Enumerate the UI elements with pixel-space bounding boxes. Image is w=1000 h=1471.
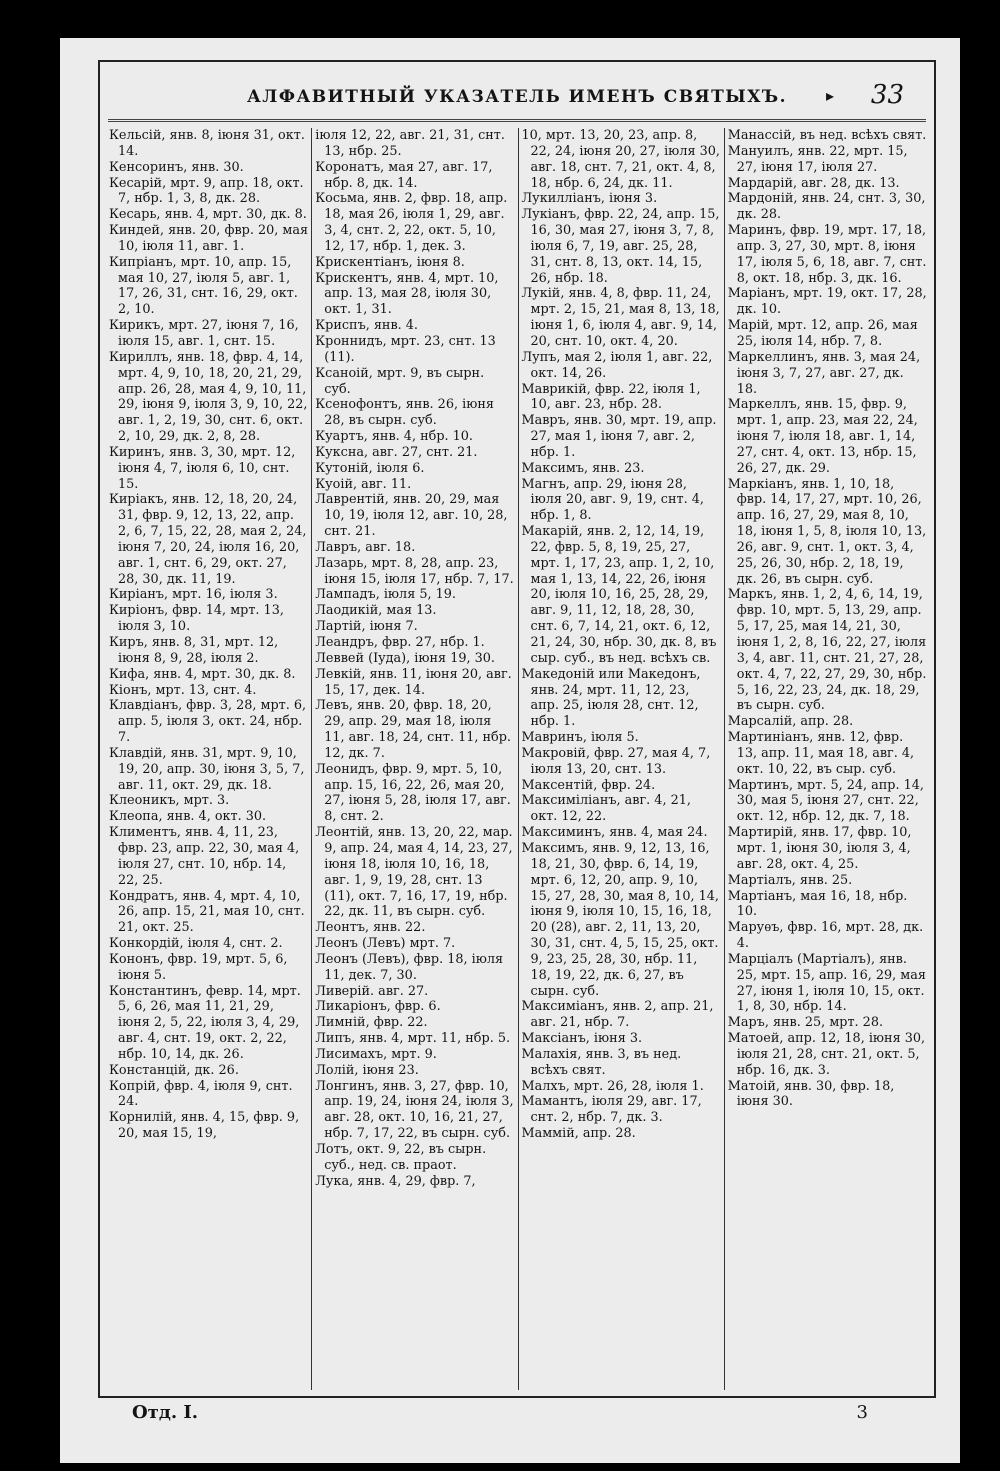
index-entry: Куксна, авг. 27, снт. 21. bbox=[315, 444, 478, 460]
index-entry: Кесарь, янв. 4, мрт. 30, дк. 8. bbox=[109, 207, 307, 223]
index-entry: Куоій, авг. 11. bbox=[315, 476, 412, 492]
index-entry: Маріанъ, мрт. 19, окт. 17, 28, дк. 10. bbox=[727, 286, 927, 318]
index-entry: Лампадъ, іюля 5, 19. bbox=[315, 587, 456, 603]
page-title: АЛФАВИТНЫЙ УКАЗАТЕЛЬ ИМЕНЪ СВЯТЫХЪ. bbox=[246, 87, 788, 107]
index-entry: Лавръ, авг. 18. bbox=[315, 539, 416, 555]
index-entry: іюля 12, 22, авг. 21, 31, снт. 13, нбр. 25. bbox=[315, 128, 505, 159]
index-entry: Мардарій, авг. 28, дк. 13. bbox=[727, 175, 900, 191]
index-entry: Мартіанъ, мая 16, 18, нбр. 10. bbox=[727, 888, 908, 920]
index-entry: Ливерій. авг. 27. bbox=[315, 983, 429, 999]
index-entry: Константинъ, февр. 14, мрт. 5, 6, 26, мая 11, 21, 29, іюня 2, 5, 22, іюля 3, 4, 29, авг. 4, снт. 19, окт. 2, 22, нбр. 10, 14, дк. 26. bbox=[109, 983, 301, 1062]
column-4 bbox=[725, 128, 930, 1390]
index-entry: Мамантъ, іюля 29, авг. 17, снт. 2, нбр. 7, дк. 3. bbox=[521, 1094, 702, 1126]
index-entry: Кесарій, мрт. 9, апр. 18, окт. 7, нбр. 1, 3, 8, дк. 28. bbox=[109, 175, 304, 207]
index-entry: Лаврентій, янв. 20, 29, мая 10, 19, іюля 12, авг. 10, 28, снт. 21. bbox=[315, 492, 508, 540]
index-entry: Максимъ, янв. 23. bbox=[521, 460, 645, 476]
index-entry: Мавринъ, іюля 5. bbox=[521, 730, 639, 746]
index-entry: Киринъ, янв. 3, 30, мрт. 12, іюня 4, 7, іюля 6, 10, снт. 15. bbox=[109, 444, 296, 492]
footer-section: Отд. I. bbox=[132, 1402, 199, 1423]
index-columns bbox=[106, 128, 930, 1390]
index-entry: Малахія, янв. 3, въ нед. всѣхъ свят. bbox=[521, 1046, 682, 1078]
index-entry: Косьма, янв. 2, фвр. 18, апр. 18, мая 26, іюля 1, 29, авг. 3, 4, снт. 2, 22, окт. 5, 10, 12, 17, нбр. 1, дек. 3. bbox=[315, 191, 508, 254]
index-entry: Лартій, іюня 7. bbox=[315, 619, 418, 635]
index-entry: Кенсоринъ, янв. 30. bbox=[109, 159, 244, 175]
index-entry: Кіонъ, мрт. 13, снт. 4. bbox=[109, 682, 257, 698]
index-entry: Леонъ (Левъ), фвр. 18, іюля 11, дек. 7, 30. bbox=[315, 951, 504, 983]
index-entry: Климентъ, янв. 4, 11, 23, фвр. 23, апр. 22, 30, мая 4, іюля 27, снт. 10, нбр. 14, 22, 25. bbox=[109, 825, 300, 888]
index-entry: Лотъ, окт. 9, 22, въ сырн. суб., нед. св. праот. bbox=[315, 1142, 487, 1173]
index-entry: Максиміанъ, янв. 2, апр. 21, авг. 21, нбр. 7. bbox=[521, 999, 714, 1031]
index-entry: Липъ, янв. 4, мрт. 11, нбр. 5. bbox=[315, 1031, 511, 1047]
column-1 bbox=[106, 128, 312, 1390]
index-entry: Кондратъ, янв. 4, мрт. 4, 10, 26, апр. 15, 21, мая 10, снт. 21, окт. 25. bbox=[109, 888, 305, 936]
index-entry: Маръ, янв. 25, мрт. 28. bbox=[727, 1015, 884, 1031]
footer-sheet: 3 bbox=[856, 1402, 868, 1423]
index-entry: Клавдій, янв. 31, мрт. 9, 10, 19, 20, апр. 30, іюня 3, 5, 7, авг. 11, окт. 29, дк. 18. bbox=[109, 745, 305, 793]
index-entry: Мартиніанъ, янв. 12, фвр. 13, апр. 11, мая 18, авг. 4, окт. 10, 22, въ сыр. суб. bbox=[727, 730, 915, 777]
index-entry: Клеоникъ, мрт. 3. bbox=[109, 793, 230, 809]
index-entry: Кононъ, фвр. 19, мрт. 5, 6, іюня 5. bbox=[109, 951, 288, 983]
index-entry: Кутоній, іюля 6. bbox=[315, 460, 425, 476]
index-entry: Ксенофонтъ, янв. 26, іюня 28, въ сырн. суб. bbox=[315, 397, 494, 429]
index-entry: Куартъ, янв. 4, нбр. 10. bbox=[315, 429, 473, 445]
index-entry: Маркіанъ, янв. 1, 10, 18, фвр. 14, 17, 27, мрт. 10, 26, апр. 16, 27, 29, мая 8, 10, 18, іюня 1, 5, 8, іюля 10, 13, 26, авг. 9, снт. 1, окт. 3, 4, 25, 26, 30, нбр. 2, 18, 19, дк. 26, въ сырн. суб. bbox=[727, 476, 927, 587]
index-entry: Максиміліанъ, авг. 4, 21, окт. 12, 22. bbox=[521, 793, 691, 825]
index-entry: Кириллъ, янв. 18, фвр. 4, 14, мрт. 4, 9, 10, 18, 20, 21, 29, апр. 26, 28, мая 4, 9, 10, 11, 29, іюня 9, іюля 3, 9, 10, 22, авг. 1, 2, 19, 30, снт. 6, окт. 2, 10, 29, дк. 2, 8, 28. bbox=[109, 349, 308, 445]
index-entry: Матоей, апр. 12, 18, іюня 30, іюля 21, 28, снт. 21, окт. 5, нбр. 16, дк. 3. bbox=[727, 1031, 926, 1078]
index-entry: Левкій, янв. 11, іюня 20, авг. 15, 17, дек. 14. bbox=[315, 666, 512, 698]
index-entry: Киріонъ, фвр. 14, мрт. 13, іюля 3, 10. bbox=[109, 603, 284, 635]
index-entry: Лолій, іюня 23. bbox=[315, 1062, 419, 1078]
column-3 bbox=[519, 128, 725, 1390]
index-entry: Мартинъ, мрт. 5, 24, апр. 14, 30, мая 5, іюня 27, снт. 22, окт. 12, нбр. 12, дк. 7, 18. bbox=[727, 777, 924, 825]
index-entry: Мартирій, янв. 17, фвр. 10, мрт. 1, іюня 30, іюля 3, 4, авг. 28, окт. 4, 25. bbox=[727, 825, 912, 872]
index-entry: Леонъ (Левъ) мрт. 7. bbox=[315, 936, 456, 952]
index-entry: Крискентъ, янв. 4, мрт. 10, апр. 13, мая 28, іюля 30, окт. 1, 31. bbox=[315, 270, 499, 318]
book-page bbox=[60, 38, 960, 1463]
index-entry: Марціалъ (Мартіалъ), янв. 25, мрт. 15, апр. 16, 29, мая 27, іюня 1, іюля 10, 15, окт. 1, 8, 30, нбр. 14. bbox=[727, 951, 926, 1015]
index-entry: Лукіанъ, фвр. 22, 24, апр. 15, 16, 30, мая 27, іюня 3, 7, 8, іюля 6, 7, 19, авг. 25, 28, 31, снт. 8, 13, окт. 14, 15, 26, нбр. 18. bbox=[521, 207, 720, 286]
index-entry: Лонгинъ, янв. 3, 27, фвр. 10, апр. 19, 24, іюня 24, іюля 3, авг. 28, окт. 10, 16, 21, 27, нбр. 7, 17, 22, въ сырн. суб. bbox=[315, 1078, 514, 1142]
index-entry: Клеопа, янв. 4, окт. 30. bbox=[109, 809, 267, 825]
index-entry: Максіанъ, іюня 3. bbox=[521, 1031, 643, 1047]
index-entry: Мануилъ, янв. 22, мрт. 15, 27, іюня 17, іюля 27. bbox=[727, 143, 908, 175]
index-entry: Копрій, фвр. 4, іюля 9, снт. 24. bbox=[109, 1078, 293, 1110]
index-entry: Маринъ, фвр. 19, мрт. 17, 18, апр. 3, 27, 30, мрт. 8, іюня 17, іюля 5, 6, 18, авг. 7, снт. 8, окт. 18, нбр. 3, дк. 16. bbox=[727, 223, 927, 286]
index-entry: Леонидъ, фвр. 9, мрт. 5, 10, апр. 15, 16, 22, 26, мая 20, 27, іюня 5, 28, іюля 17, авг. 8, снт. 2. bbox=[315, 761, 511, 825]
index-entry: Макарій, янв. 2, 12, 14, 19, 22, фвр. 5, 8, 19, 25, 27, мрт. 1, 17, 23, апр. 1, 2, 10, мая 1, 13, 14, 22, 26, іюня 20, іюля 10, 16, 25, 28, 29, авг. 9, 11, 12, 18, 28, 30, снт. 6, 7, 14, 21, окт. 6, 12, 21, 24, 30, нбр. 30, дк. 8, въ сыр. суб., въ нед. всѣхъ св. bbox=[521, 524, 717, 666]
index-entry: Клавдіанъ, фвр. 3, 28, мрт. 6, апр. 5, іюля 3, окт. 24, нбр. 7. bbox=[109, 698, 307, 746]
index-entry: Кельсій, янв. 8, іюня 31, окт. 14. bbox=[109, 128, 305, 159]
index-entry: Киріакъ, янв. 12, 18, 20, 24, 31, фвр. 9, 12, 13, 22, апр. 2, 6, 7, 15, 22, 28, мая 2, 24, іюня 7, 20, 24, іюля 16, 20, авг. 1, снт. 6, 29, окт. 27, 28, 30, дк. 11, 19. bbox=[109, 492, 307, 587]
index-entry: Киріанъ, мрт. 16, іюля 3. bbox=[109, 587, 278, 603]
column-2 bbox=[312, 128, 518, 1390]
index-entry: Маркеллъ, янв. 15, фвр. 9, мрт. 1, апр. 23, мая 22, 24, іюня 7, іюля 18, авг. 1, 14, 27, снт. 4, окт. 13, нбр. 15, 26, 27, дк. 29. bbox=[727, 397, 918, 476]
index-entry: Кипріанъ, мрт. 10, апр. 15, мая 10, 27, іюля 5, авг. 1, 17, 26, 31, снт. 16, 29, окт. 2, 10. bbox=[109, 254, 298, 318]
index-entry: Ксаноій, мрт. 9, въ сырн. суб. bbox=[315, 365, 485, 397]
index-entry: Мавръ, янв. 30, мрт. 19, апр. 27, мая 1, іюня 7, авг. 2, нбр. 1. bbox=[521, 413, 717, 460]
index-entry: Лукилліанъ, іюня 3. bbox=[521, 191, 658, 207]
index-entry: Киндей, янв. 20, фвр. 20, мая 10, іюля 11, авг. 1. bbox=[109, 223, 309, 254]
index-entry: Магнъ, апр. 29, іюня 28, іюля 20, авг. 9, 19, снт. 4, нбр. 1, 8. bbox=[521, 476, 704, 524]
index-entry: Лука, янв. 4, 29, фвр. 7, bbox=[315, 1173, 476, 1189]
index-entry: Кифа, янв. 4, мрт. 30, дк. 8. bbox=[109, 666, 296, 682]
index-entry: Лукій, янв. 4, 8, фвр. 11, 24, мрт. 2, 15, 21, мая 8, 13, 18, іюня 1, 6, іюля 4, авг. 9, 14, 20, снт. 10, окт. 4, 20. bbox=[521, 286, 720, 349]
index-entry: Лазарь, мрт. 8, 28, апр. 23, іюня 15, іюля 17, нбр. 7, 17. bbox=[315, 555, 514, 587]
index-entry: Македоній или Македонъ, янв. 24, мрт. 11, 12, 23, апр. 25, іюля 28, снт. 12, нбр. 1. bbox=[521, 666, 701, 730]
index-entry: 10, мрт. 13, 20, 23, апр. 8, 22, 24, іюня 20, 27, іюля 30, авг. 18, снт. 7, 21, окт. 4, 8, 18, нбр. 6, 24, дк. 11. bbox=[521, 128, 720, 191]
index-entry: Конкордій, іюля 4, снт. 2. bbox=[109, 936, 283, 952]
index-entry: Констанцій, дк. 26. bbox=[109, 1062, 239, 1078]
index-entry: Маруѳъ, фвр. 16, мрт. 28, дк. 4. bbox=[727, 920, 924, 952]
index-entry: Маркеллинъ, янв. 3, мая 24, іюня 3, 7, 27, авг. 27, дк. 18. bbox=[727, 349, 921, 397]
arrow-mark: ▸ bbox=[825, 86, 834, 105]
index-entry: Киръ, янв. 8, 31, мрт. 12, іюня 8, 9, 28, іюля 2. bbox=[109, 635, 279, 666]
index-entry: Лаодикій, мая 13. bbox=[315, 603, 437, 619]
index-entry: Маврикій, фвр. 22, іюля 1, 10, авг. 23, нбр. 28. bbox=[521, 381, 701, 413]
index-entry: Максимъ, янв. 9, 12, 13, 16, 18, 21, 30, фвр. 6, 14, 19, мрт. 6, 12, 20, апр. 9, 10, 15, 27, 28, 30, мая 8, 10, 14, іюня 9, іюля 10, 15, 16, 18, 20 (28), авг. 2, 11, 13, 20, 30, 31, снт. 4, 5, 15, 25, окт. 9, 23, 25, 28, 30, нбр. 11, 18, 19, 22, дк. 6, 27, въ сырн. суб. bbox=[521, 840, 719, 999]
index-entry: Кроннидъ, мрт. 23, снт. 13 (11). bbox=[315, 333, 496, 365]
index-entry: Малхъ, мрт. 26, 28, іюля 1. bbox=[521, 1078, 704, 1094]
page-number: 33 bbox=[870, 80, 904, 110]
index-entry: Мартіалъ, янв. 25. bbox=[727, 872, 853, 888]
index-entry: Крискентіанъ, іюня 8. bbox=[315, 254, 465, 270]
index-entry: Маркъ, янв. 1, 2, 4, 6, 14, 19, фвр. 10, мрт. 5, 13, 29, апр. 5, 17, 25, мая 14, 21, 30, іюня 1, 2, 8, 16, 22, 27, іюля 3, 4, авг. 11, снт. 21, 27, 28, окт. 4, 7, 22, 27, 29, 30, нбр. 5, 16, 22, 23, 24, дк. 18, 29, въ сырн. суб. bbox=[727, 587, 927, 714]
index-entry: Криспъ, янв. 4. bbox=[315, 318, 419, 334]
index-entry: Лупъ, мая 2, іюля 1, авг. 22, окт. 14, 26. bbox=[521, 349, 713, 381]
index-entry: Левъ, янв. 20, фвр. 18, 20, 29, апр. 29, мая 18, іюля 11, авг. 18, 24, снт. 11, нбр. 12, дк. 7. bbox=[315, 698, 512, 761]
index-entry: Максиминъ, янв. 4, мая 24. bbox=[521, 825, 708, 841]
index-entry: Коронатъ, мая 27, авг. 17, нбр. 8, дк. 14. bbox=[315, 159, 493, 191]
index-entry: Максентій, фвр. 24. bbox=[521, 777, 656, 793]
index-entry: Марій, мрт. 12, апр. 26, мая 25, іюля 14, нбр. 7, 8. bbox=[727, 318, 918, 349]
index-entry: Макровій, фвр. 27, мая 4, 7, іюля 13, 20, снт. 13. bbox=[521, 745, 711, 777]
header-rule bbox=[108, 119, 926, 127]
index-entry: Мардоній, янв. 24, снт. 3, 30, дк. 28. bbox=[727, 191, 926, 223]
page-frame bbox=[98, 60, 936, 1398]
index-entry: Корнилій, янв. 4, 15, фвр. 9, 20, мая 15, 19, bbox=[109, 1110, 300, 1142]
index-entry: Кирикъ, мрт. 27, іюня 7, 16, іюля 15, авг. 1, снт. 15. bbox=[109, 318, 299, 349]
index-entry: Маммій, апр. 28. bbox=[521, 1126, 636, 1142]
index-entry: Лисимахъ, мрт. 9. bbox=[315, 1046, 437, 1062]
index-entry: Леонтъ, янв. 22. bbox=[315, 920, 426, 936]
index-entry: Ликаріонъ, фвр. 6. bbox=[315, 999, 441, 1015]
index-entry: Лимній, фвр. 22. bbox=[315, 1015, 428, 1031]
index-entry: Манассій, въ нед. всѣхъ свят. bbox=[727, 128, 927, 143]
index-entry: Леандръ, фвр. 27, нбр. 1. bbox=[315, 635, 485, 650]
index-entry: Леввей (Іуда), іюня 19, 30. bbox=[315, 650, 495, 666]
index-entry: Матоій, янв. 30, фвр. 18, іюня 30. bbox=[727, 1078, 895, 1110]
index-entry: Марсалій, апр. 28. bbox=[727, 714, 854, 730]
index-entry: Леонтій, янв. 13, 20, 22, мар. 9, апр. 24, мая 4, 14, 23, 27, іюня 18, іюля 10, 16, 18, авг. 1, 9, 19, 28, снт. 13 (11), окт. 7, 16, 17, 19, нбр. 22, дк. 11, въ сырн. суб. bbox=[315, 825, 513, 920]
